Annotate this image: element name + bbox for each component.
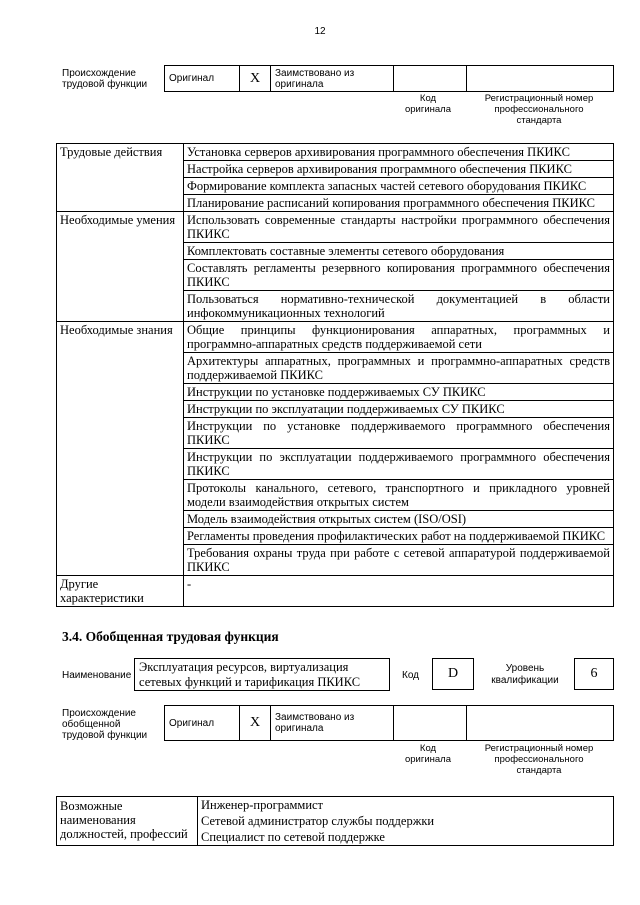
page-number: 12 bbox=[314, 26, 326, 37]
row-item: Инструкции по эксплуатации поддерживаемого программного обеспечения ПКИКС bbox=[184, 449, 614, 480]
row-item: - bbox=[184, 576, 614, 607]
original-mark: X bbox=[240, 66, 271, 92]
original-code-caption: Код оригинала bbox=[404, 93, 451, 115]
row-category-label: Трудовые действия bbox=[57, 144, 184, 212]
qualification-level-value: 6 bbox=[590, 666, 598, 681]
registration-number-cell bbox=[467, 66, 614, 92]
row-item: Использовать современные стандарты настройки программного обеспечения ПКИКС bbox=[184, 212, 614, 243]
generalized-original-code-cell bbox=[394, 706, 467, 741]
row-item: Составлять регламенты резервного копирования программного обеспечения ПКИКС bbox=[184, 260, 614, 291]
row-item: Установка серверов архивирования программного обеспечения ПКИКС bbox=[184, 144, 614, 161]
generalized-origin-table bbox=[164, 705, 614, 741]
table-row bbox=[57, 212, 614, 243]
positions-table bbox=[56, 796, 614, 846]
row-item: Модель взаимодействия открытых систем (ISO/OSI) bbox=[184, 511, 614, 528]
position-item: Сетевой администратор службы поддержки bbox=[201, 814, 435, 828]
row-item: Общие принципы функционирования аппаратных, программных и программно-аппаратных средств поддерживаемой сети bbox=[184, 322, 614, 353]
row-item: Регламенты проведения профилактических работ на поддерживаемой ПКИКС bbox=[184, 528, 614, 545]
row-category-label: Другие характеристики bbox=[57, 576, 184, 607]
function-name-box bbox=[134, 658, 390, 691]
positions-cell bbox=[198, 797, 614, 846]
position-item: Специалист по сетевой поддержке bbox=[201, 830, 385, 844]
row-category-label: Необходимые знания bbox=[57, 322, 184, 576]
qualification-level-box bbox=[574, 658, 614, 690]
row-item: Пользоваться нормативно-технической документацией в области инфокоммуникационных технологий bbox=[184, 291, 614, 322]
original-code-cell bbox=[394, 66, 467, 92]
registration-number-caption: Регистрационный номер профессионального стандарта bbox=[484, 93, 594, 126]
generalized-origin-label: Происхождение обобщенной трудовой функции bbox=[62, 708, 148, 741]
position-item: Инженер-программист bbox=[201, 798, 324, 812]
row-item: Инструкции по эксплуатации поддерживаемых СУ ПКИКС bbox=[184, 401, 614, 418]
row-item: Инструкции по установке поддерживаемого программного обеспечения ПКИКС bbox=[184, 418, 614, 449]
generalized-registration-number-caption: Регистрационный номер профессионального стандарта bbox=[484, 743, 594, 776]
code-value: D bbox=[447, 666, 459, 681]
table-row bbox=[57, 144, 614, 161]
section-title: 3.4. Обобщенная трудовая функция bbox=[62, 629, 279, 644]
name-label: Наименование bbox=[62, 670, 132, 681]
origin-table bbox=[164, 65, 614, 92]
generalized-registration-number-cell bbox=[467, 706, 614, 741]
positions-label: Возможные наименования должностей, профессий bbox=[57, 797, 198, 846]
origin-label: Происхождение трудовой функции bbox=[62, 68, 148, 90]
original-cell: Оригинал bbox=[165, 66, 240, 92]
row-item: Формирование комплекта запасных частей сетевого оборудования ПКИКС bbox=[184, 178, 614, 195]
row-item: Настройка серверов архивирования программного обеспечения ПКИКС bbox=[184, 161, 614, 178]
table-row bbox=[57, 576, 614, 607]
row-item: Архитектуры аппаратных, программных и программно-аппаратных средств поддерживаемой ПКИКС bbox=[184, 353, 614, 384]
code-box bbox=[432, 658, 474, 690]
row-item: Протоколы канального, сетевого, транспортного и прикладного уровней модели взаимодействия открытых систем bbox=[184, 480, 614, 511]
row-item: Требования охраны труда при работе с сетевой аппаратурой поддерживаемой ПКИКС bbox=[184, 545, 614, 576]
borrowed-cell: Заимствовано из оригинала bbox=[271, 66, 394, 92]
row-item: Инструкции по установке поддерживаемых СУ ПКИКС bbox=[184, 384, 614, 401]
row-item: Комплектовать составные элементы сетевого оборудования bbox=[184, 243, 614, 260]
competency-table bbox=[56, 143, 614, 607]
code-label: Код bbox=[402, 670, 420, 681]
qualification-level-label: Уровень квалификации bbox=[491, 663, 559, 686]
row-item: Планирование расписаний копирования программного обеспечения ПКИКС bbox=[184, 195, 614, 212]
function-name: Эксплуатация ресурсов, виртуализация сетевых функций и тарификация ПКИКС bbox=[139, 660, 361, 689]
generalized-borrowed-cell: Заимствовано из оригинала bbox=[271, 706, 394, 741]
generalized-original-cell: Оригинал bbox=[165, 706, 240, 741]
generalized-original-code-caption: Код оригинала bbox=[404, 743, 451, 765]
table-row bbox=[57, 322, 614, 353]
row-category-label: Необходимые умения bbox=[57, 212, 184, 322]
generalized-original-mark: X bbox=[240, 706, 271, 741]
